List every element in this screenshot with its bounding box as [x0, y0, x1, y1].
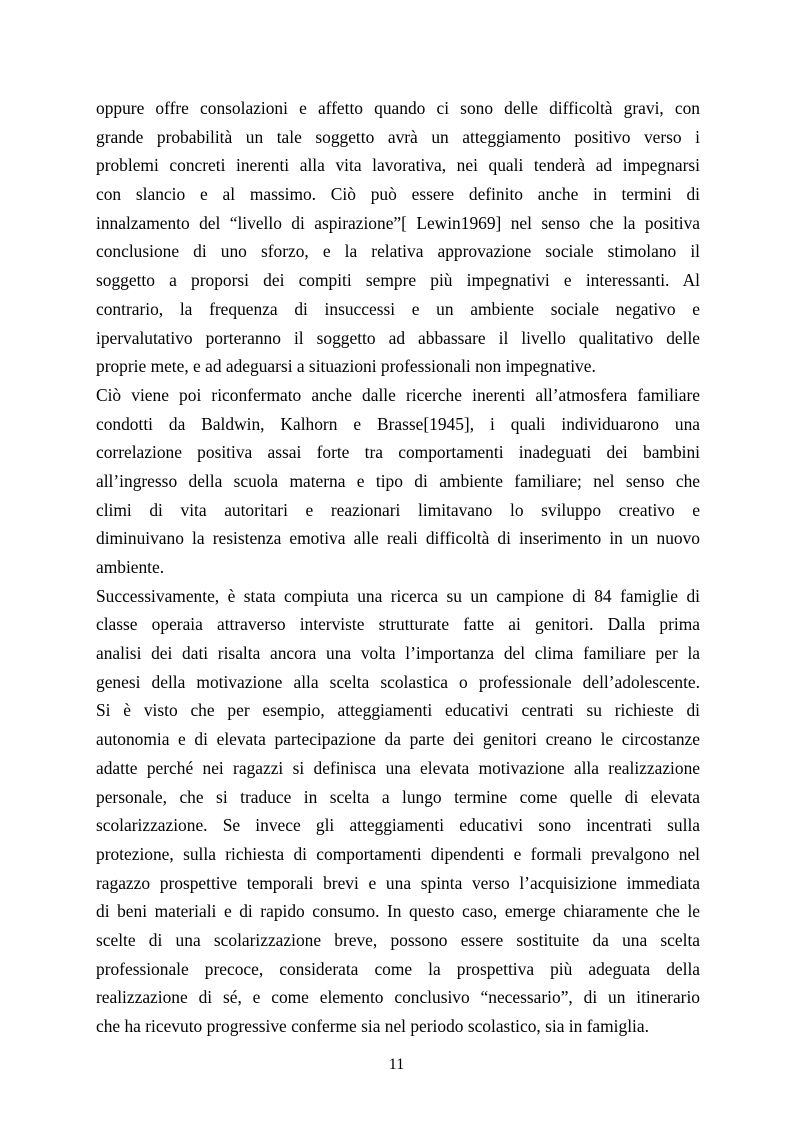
text-line: ambiente.: [96, 557, 165, 577]
text-line: all’ingresso della scuola materna e tipo di ambiente familiare; nel senso che: [96, 470, 700, 491]
text-line: professionale precoce, considerata come la prospettiva più adeguata della: [96, 958, 700, 979]
text-line: adatte perché nei ragazzi si definisca una elevata motivazione alla realizzazione: [96, 757, 700, 778]
text-line: conclusione di uno sforzo, e la relativa approvazione sociale stimolano il: [96, 241, 700, 262]
text-line: analisi dei dati risalta ancora una volta l’importanza del clima familiare per la: [96, 643, 700, 664]
text-line: di beni materiali e di rapido consumo. In questo caso, emerge chiaramente che le: [96, 901, 700, 922]
text-line: personale, che si traduce in scelta a lungo termine come quelle di elevata: [96, 786, 700, 807]
text-line: soggetto a proporsi dei compiti sempre più impegnativi e interessanti. Al: [96, 270, 700, 291]
text-line: scelte di una scolarizzazione breve, possono essere sostituite da una scelta: [96, 929, 700, 950]
text-line: contrario, la frequenza di insuccessi e un ambiente sociale negativo e: [96, 298, 700, 319]
text-line: grande probabilità un tale soggetto avrà un atteggiamento positivo verso i: [96, 126, 700, 147]
text-line: condotti da Baldwin, Kalhorn e Brasse[1945], i quali individuarono una: [96, 413, 700, 434]
text-line: oppure offre consolazioni e affetto quando ci sono delle difficoltà gravi, con: [96, 98, 700, 118]
text-line: Successivamente, è stata compiuta una ricerca su un campione di 84 famiglie di: [96, 585, 700, 606]
text-line: Ciò viene poi riconfermato anche dalle ricerche inerenti all’atmosfera familiare: [96, 384, 700, 405]
page-number: 11: [388, 1056, 405, 1073]
text-line: protezione, sulla richiesta di comportamenti dipendenti e formali prevalgono nel: [96, 843, 700, 864]
text-line: realizzazione di sé, e come elemento conclusivo “necessario”, di un itinerario: [96, 987, 700, 1008]
text-line: problemi concreti inerenti alla vita lavorativa, nei quali tenderà ad impegnarsi: [96, 155, 700, 176]
text-line: climi di vita autoritari e reazionari limitavano lo sviluppo creativo e: [96, 499, 700, 520]
text-line: genesi della motivazione alla scelta scolastica o professionale dell’adolescente.: [96, 671, 700, 692]
text-line: diminuivano la resistenza emotiva alle reali difficoltà di inserimento in un nuovo: [96, 528, 700, 549]
paragraph: [96, 582, 700, 1041]
body-text: [96, 94, 700, 1041]
text-line: autonomia e di elevata partecipazione da parte dei genitori creano le circostanze: [96, 729, 700, 750]
text-line: classe operaia attraverso interviste strutturate fatte ai genitori. Dalla prima: [96, 614, 700, 635]
text-line: con slancio e al massimo. Ciò può essere definito anche in termini di: [96, 184, 700, 205]
text-line: correlazione positiva assai forte tra comportamenti inadeguati dei bambini: [96, 442, 700, 463]
text-line: Si è visto che per esempio, atteggiamenti educativi centrati su richieste di: [96, 700, 700, 721]
text-line: ipervalutativo porteranno il soggetto ad abbassare il livello qualitativo delle: [96, 327, 700, 348]
text-line: ragazzo prospettive temporali brevi e una spinta verso l’acquisizione immediata: [96, 872, 700, 893]
text-line: scolarizzazione. Se invece gli atteggiamenti educativi sono incentrati sulla: [96, 815, 700, 836]
text-line: che ha ricevuto progressive conferme sia nel periodo scolastico, sia in famiglia.: [96, 1016, 649, 1036]
paragraph: [96, 381, 700, 582]
text-line: innalzamento del “livello di aspirazione”[ Lewin1969] nel senso che la positiva: [96, 212, 700, 233]
paragraph: [96, 94, 700, 381]
text-line: proprie mete, e ad adeguarsi a situazioni professionali non impegnative.: [96, 356, 596, 377]
